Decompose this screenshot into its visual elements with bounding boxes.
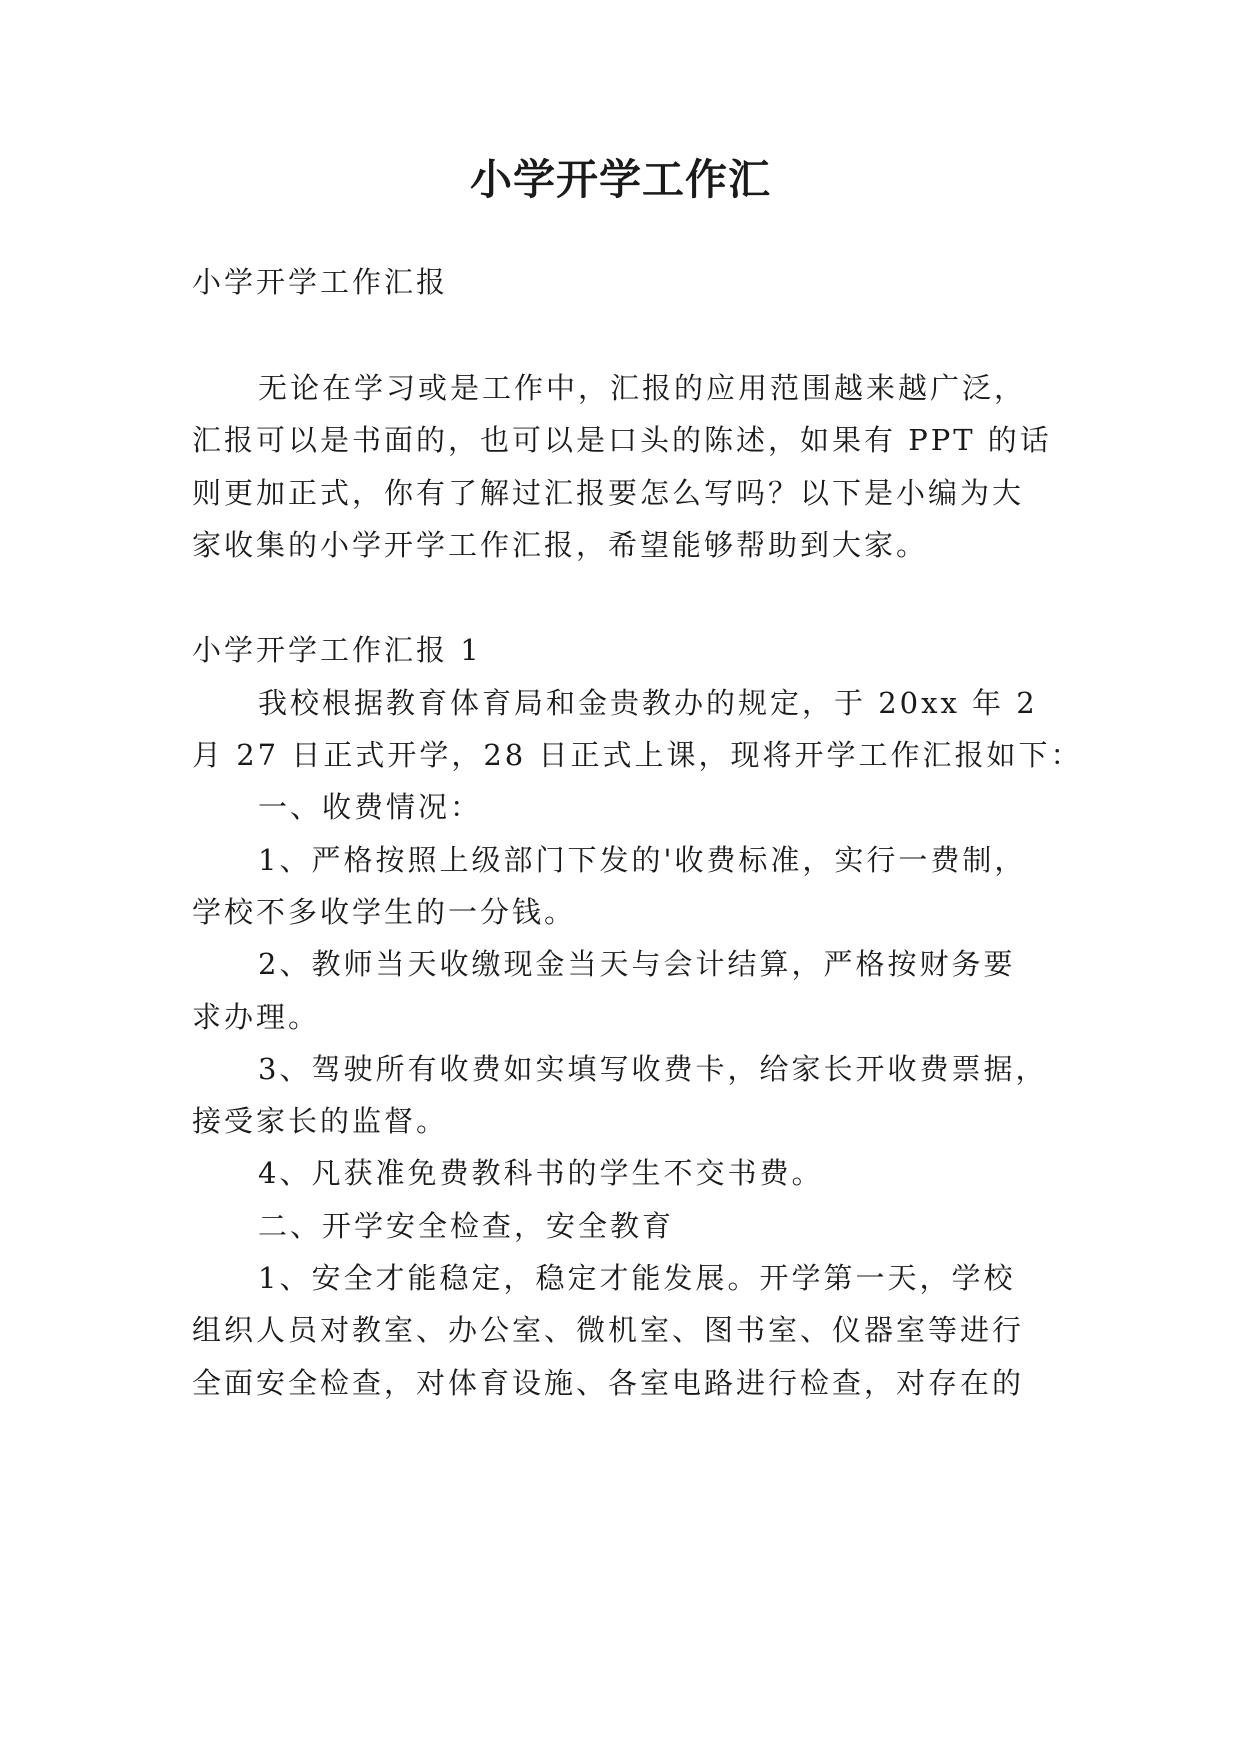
intro-line: 无论在学习或是工作中，汇报的应用范围越来越广泛，: [258, 371, 1027, 405]
body-line: 求办理。: [192, 1000, 321, 1034]
body-line: 1、严格按照上级部门下发的'收费标准，实行一费制，: [258, 843, 1027, 877]
body-line: 全面安全检查，对体育设施、各室电路进行检查，对存在的: [192, 1366, 1025, 1400]
intro-line: 汇报可以是书面的，也可以是口头的陈述，如果有 PPT 的话: [192, 423, 1052, 457]
document-title: 小学开学工作汇: [469, 155, 771, 204]
body-line: 4、凡获准免费教科书的学生不交书费。: [258, 1156, 824, 1190]
body-line: 二、开学安全检查，安全教育: [258, 1209, 675, 1243]
document-subtitle: 小学开学工作汇报: [192, 265, 449, 299]
body-line: 一、收费情况：: [258, 790, 483, 824]
body-line: 学校不多收学生的一分钱。: [192, 895, 577, 929]
body-line: 1、安全才能稳定，稳定才能发展。开学第一天，学校: [258, 1261, 1016, 1295]
intro-line: 则更加正式，你有了解过汇报要怎么写吗？以下是小编为大: [192, 476, 1025, 510]
section-heading: 小学开学工作汇报 1: [192, 633, 482, 667]
body-line: 3、驾驶所有收费如实填写收费卡，给家长开收费票据，: [258, 1052, 1048, 1086]
body-line: 接受家长的监督。: [192, 1104, 449, 1138]
body-line: 月 27 日正式开学，28 日正式上课，现将开学工作汇报如下：: [192, 738, 1083, 772]
body-line: 组织人员对教室、办公室、微机室、图书室、仪器室等进行: [192, 1313, 1025, 1347]
intro-line: 家收集的小学开学工作汇报，希望能够帮助到大家。: [192, 528, 929, 562]
body-line: 2、教师当天收缴现金当天与会计结算，严格按财务要: [258, 947, 1016, 981]
body-line: 我校根据教育体育局和金贵教办的规定，于 20xx 年 2: [258, 686, 1038, 720]
